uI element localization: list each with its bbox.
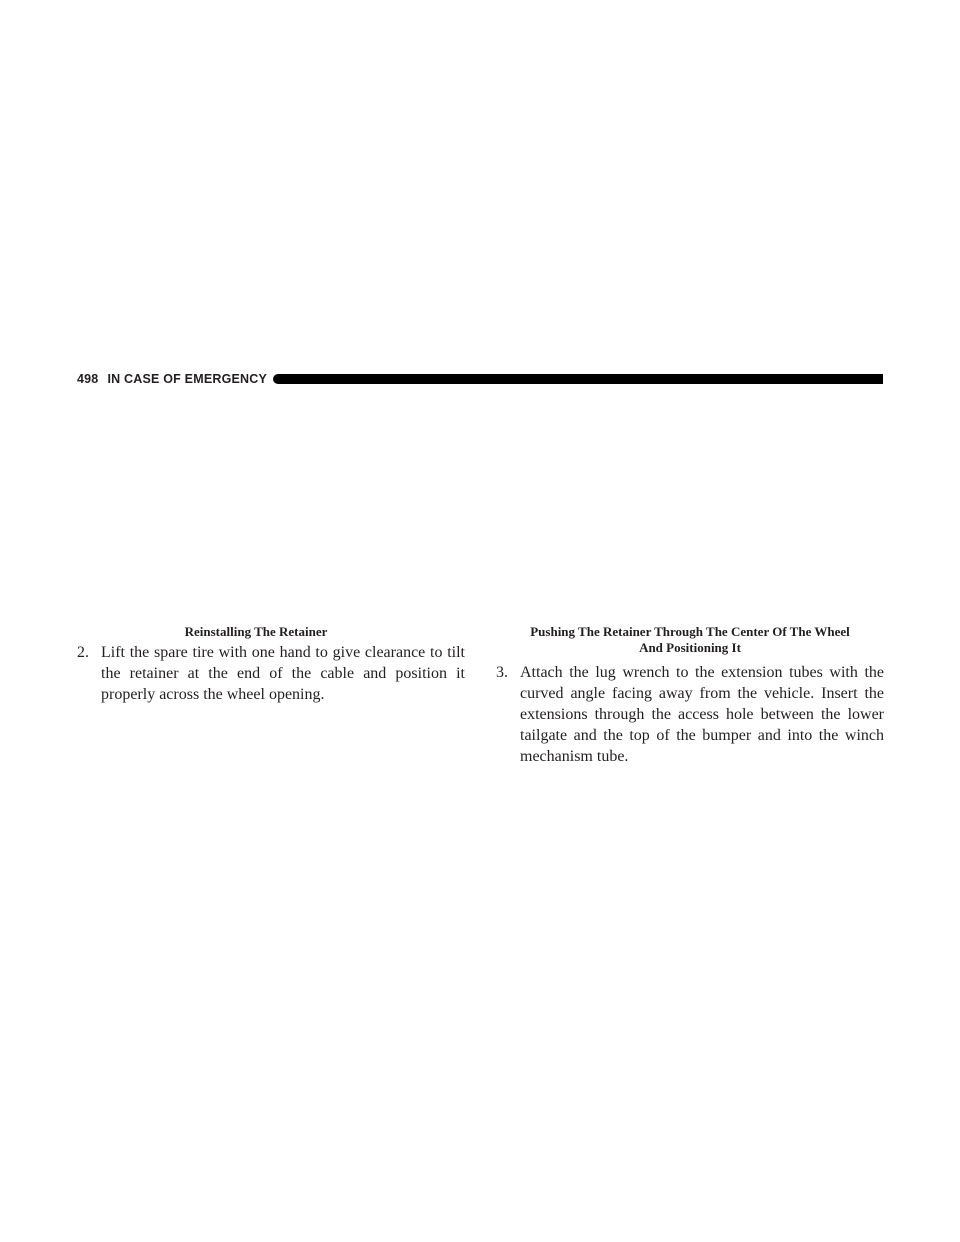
- step-2: [77, 642, 465, 705]
- step-3-number: 3.: [496, 664, 508, 681]
- page-number: 498: [77, 372, 99, 386]
- step-2-number: 2.: [77, 644, 89, 661]
- figure-caption-pushing-line2: And Positioning It: [639, 640, 741, 655]
- left-column: [77, 624, 465, 705]
- figure-caption-reinstalling: Reinstalling The Retainer: [184, 624, 328, 639]
- page-header: [77, 370, 883, 388]
- step-3-text: Attach the lug wrench to the extension tubes with the curved angle facing away from the vehicle. Insert the extensions through the access hole between the lower tailgate and the top of the bumper and into the winch mechanism tube.: [520, 664, 884, 765]
- step-3: [496, 662, 884, 767]
- header-rule: [273, 374, 883, 384]
- section-title: IN CASE OF EMERGENCY: [107, 372, 268, 386]
- figure-caption-pushing: [496, 624, 884, 656]
- step-2-text: Lift the spare tire with one hand to give clearance to tilt the retainer at the end of the cable and position it properly across the wheel opening.: [101, 644, 465, 703]
- right-column: [496, 624, 884, 767]
- figure-caption-pushing-line1: Pushing The Retainer Through The Center Of The Wheel: [530, 624, 850, 639]
